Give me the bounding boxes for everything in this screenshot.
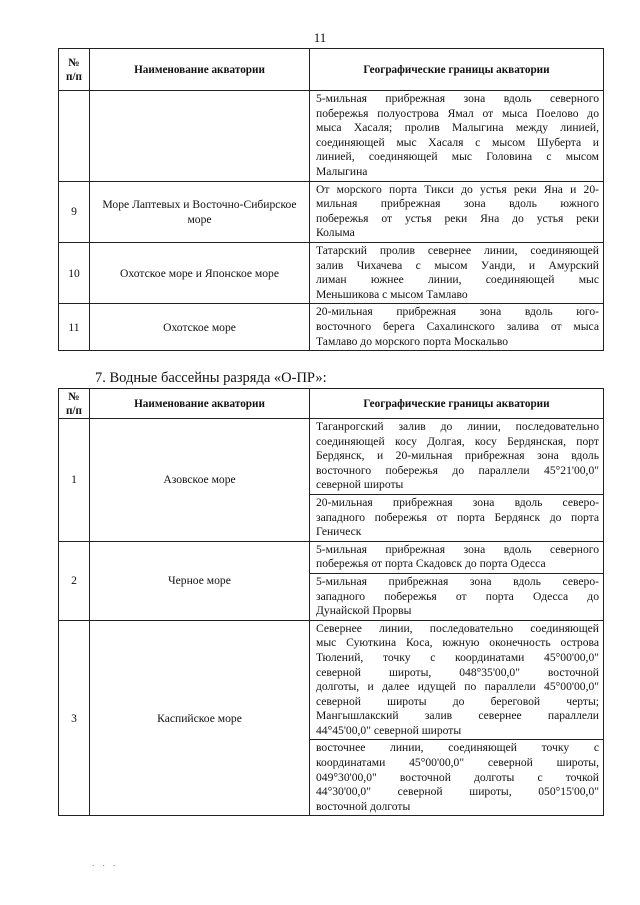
row-number: 3 bbox=[59, 620, 90, 816]
bounds-paragraph bbox=[310, 739, 603, 815]
row-number: 1 bbox=[59, 419, 90, 542]
water-area-name: Охотское море и Японское море bbox=[90, 242, 310, 303]
geographic-bounds bbox=[310, 304, 604, 351]
bounds-line: залив Чихачева с мысом Уанди, и Амурский bbox=[316, 258, 599, 272]
bounds-line: побережья от устья реки Яна до устья реки bbox=[316, 211, 599, 225]
geographic-bounds bbox=[310, 242, 604, 303]
table-row bbox=[59, 181, 604, 242]
bounds-line: Тюлений, точку с координатами 45°00'00,0" bbox=[316, 650, 599, 664]
header-number bbox=[59, 49, 90, 91]
table-row bbox=[59, 304, 604, 351]
scan-marks: . . . bbox=[92, 858, 119, 868]
bounds-line: Севернее линии, последовательно соединяющей bbox=[316, 621, 599, 635]
table-header-row bbox=[59, 389, 604, 419]
waters-table-continued bbox=[58, 48, 604, 351]
water-area-name bbox=[90, 91, 310, 182]
bounds-line: северной широты до береговой черты; bbox=[316, 694, 599, 708]
bounds-line: Мангышлакский залив севернее параллели bbox=[316, 709, 599, 723]
bounds-paragraph bbox=[310, 304, 603, 350]
header-geographic-bounds: Географические границы акватории bbox=[310, 389, 604, 419]
header-number bbox=[59, 389, 90, 419]
bounds-line: восточнее линии, соединяющей точку с bbox=[316, 741, 599, 755]
bounds-line: 049°30'00,0" восточной долготы с точкой bbox=[316, 770, 599, 784]
bounds-line: 20-мильная прибрежная зона вдоль юго- bbox=[316, 305, 599, 319]
page-number: 11 bbox=[313, 30, 327, 45]
bounds-paragraph bbox=[310, 182, 603, 242]
bounds-line: Колыма bbox=[316, 226, 355, 240]
water-area-name: Азовское море bbox=[90, 419, 310, 542]
bounds-line: Тамлаво до морского порта Москальво bbox=[316, 334, 509, 348]
row-number: 9 bbox=[59, 181, 90, 242]
table-row bbox=[59, 541, 604, 620]
bounds-line: 5-мильная прибрежная зона вдоль северного bbox=[316, 542, 599, 556]
table-row bbox=[59, 620, 604, 816]
bounds-line: 44°45'00,0" северной широты bbox=[316, 723, 462, 737]
bounds-line: восточного побережья до параллели 45°21'00,0" bbox=[316, 463, 599, 477]
geographic-bounds bbox=[310, 181, 604, 242]
table-header-row bbox=[59, 49, 604, 91]
water-area-name: Черное море bbox=[90, 541, 310, 620]
bounds-line: 5-мильная прибрежная зона вдоль северо- bbox=[316, 574, 599, 588]
header-geographic-bounds: Географические границы акватории bbox=[310, 49, 604, 91]
bounds-line: восточного берега Сахалинского залива от мыса bbox=[316, 319, 599, 333]
bounds-line: мыса Хасаля; пролив Малыгина между линией, bbox=[316, 121, 599, 135]
bounds-paragraph bbox=[310, 91, 603, 181]
bounds-line: Меньшикова с мысом Тамлаво bbox=[316, 287, 468, 301]
header-water-area-name: Наименование акватории bbox=[90, 389, 310, 419]
header-number-text: № п/п bbox=[65, 390, 82, 417]
bounds-line: побережья от порта Скадовск до порта Одесса bbox=[316, 557, 546, 571]
geographic-bounds bbox=[310, 620, 604, 816]
bounds-line: лиман южнее линии, соединяющей мыс bbox=[316, 273, 599, 287]
bounds-line: северной широты, 048°35'00,0" восточной bbox=[316, 665, 599, 679]
bounds-line: координатами 45°00'00,0" северной широты, bbox=[316, 756, 599, 770]
bounds-line: долготы, и далее идущей по параллели 45°00'00,0" bbox=[316, 680, 599, 694]
bounds-line: От морского порта Тикси до устья реки Яна и 20- bbox=[316, 182, 599, 196]
bounds-paragraph bbox=[310, 621, 603, 740]
section-7-title: 7. Водные бассейны разряда «О-ПР»: bbox=[95, 370, 327, 386]
header-water-area-name: Наименование акватории bbox=[90, 49, 310, 91]
bounds-line: западного побережья от порта Бердянск до порта bbox=[316, 510, 599, 524]
bounds-paragraph bbox=[310, 494, 603, 541]
bounds-line: линией, соединяющей мыс Головина с мысом bbox=[316, 150, 599, 164]
geographic-bounds bbox=[310, 541, 604, 620]
water-area-name: Каспийское море bbox=[90, 620, 310, 816]
water-area-name: Море Лаптевых и Восточно-Сибирское море bbox=[90, 181, 310, 242]
row-number: 11 bbox=[59, 304, 90, 351]
bounds-line: Татарский пролив севернее линии, соединяющей bbox=[316, 243, 599, 257]
table-row bbox=[59, 242, 604, 303]
geographic-bounds bbox=[310, 91, 604, 182]
bounds-line: Бердянск, и 20-мильная прибрежная зона вдоль bbox=[316, 449, 599, 463]
table-row bbox=[59, 419, 604, 542]
bounds-line: Геническ bbox=[316, 525, 362, 539]
bounds-line: северной широты bbox=[316, 478, 404, 492]
bounds-line: Малыгина bbox=[316, 164, 368, 178]
bounds-line: 20-мильная прибрежная зона вдоль северо- bbox=[316, 495, 599, 509]
bounds-line: западного побережья от порта Одесса до bbox=[316, 589, 599, 603]
bounds-line: восточной долготы bbox=[316, 799, 411, 813]
bounds-paragraph bbox=[310, 243, 603, 303]
bounds-line: соединяющей мыс Хасаля с мысом Шуберта и bbox=[316, 135, 599, 149]
bounds-paragraph bbox=[310, 419, 603, 494]
geographic-bounds bbox=[310, 419, 604, 542]
bounds-line: Таганрогский залив до линии, последовательно bbox=[316, 420, 599, 433]
bounds-line: 44°30'00,0" северной широты, 050°15'00,0" bbox=[316, 785, 599, 799]
o-pr-waters-table bbox=[58, 388, 604, 816]
bounds-line: мыс Суюткина Коса, южную оконечность острова bbox=[316, 636, 599, 650]
table-row bbox=[59, 91, 604, 182]
water-area-name: Охотское море bbox=[90, 304, 310, 351]
bounds-line: мильная прибрежная зона вдоль южного bbox=[316, 197, 599, 211]
bounds-line: 5-мильная прибрежная зона вдоль северного bbox=[316, 92, 599, 105]
bounds-line: соединяющей косу Долгая, косу Бердянская, порт bbox=[316, 434, 599, 448]
bounds-paragraph bbox=[310, 573, 603, 620]
row-number bbox=[59, 91, 90, 182]
bounds-line: побережья полуострова Ямал от мыса Поелово до bbox=[316, 106, 599, 120]
header-number-text: № п/п bbox=[65, 56, 82, 83]
bounds-line: Дунайской Прорвы bbox=[316, 604, 412, 618]
bounds-paragraph bbox=[310, 542, 603, 573]
row-number: 10 bbox=[59, 242, 90, 303]
row-number: 2 bbox=[59, 541, 90, 620]
